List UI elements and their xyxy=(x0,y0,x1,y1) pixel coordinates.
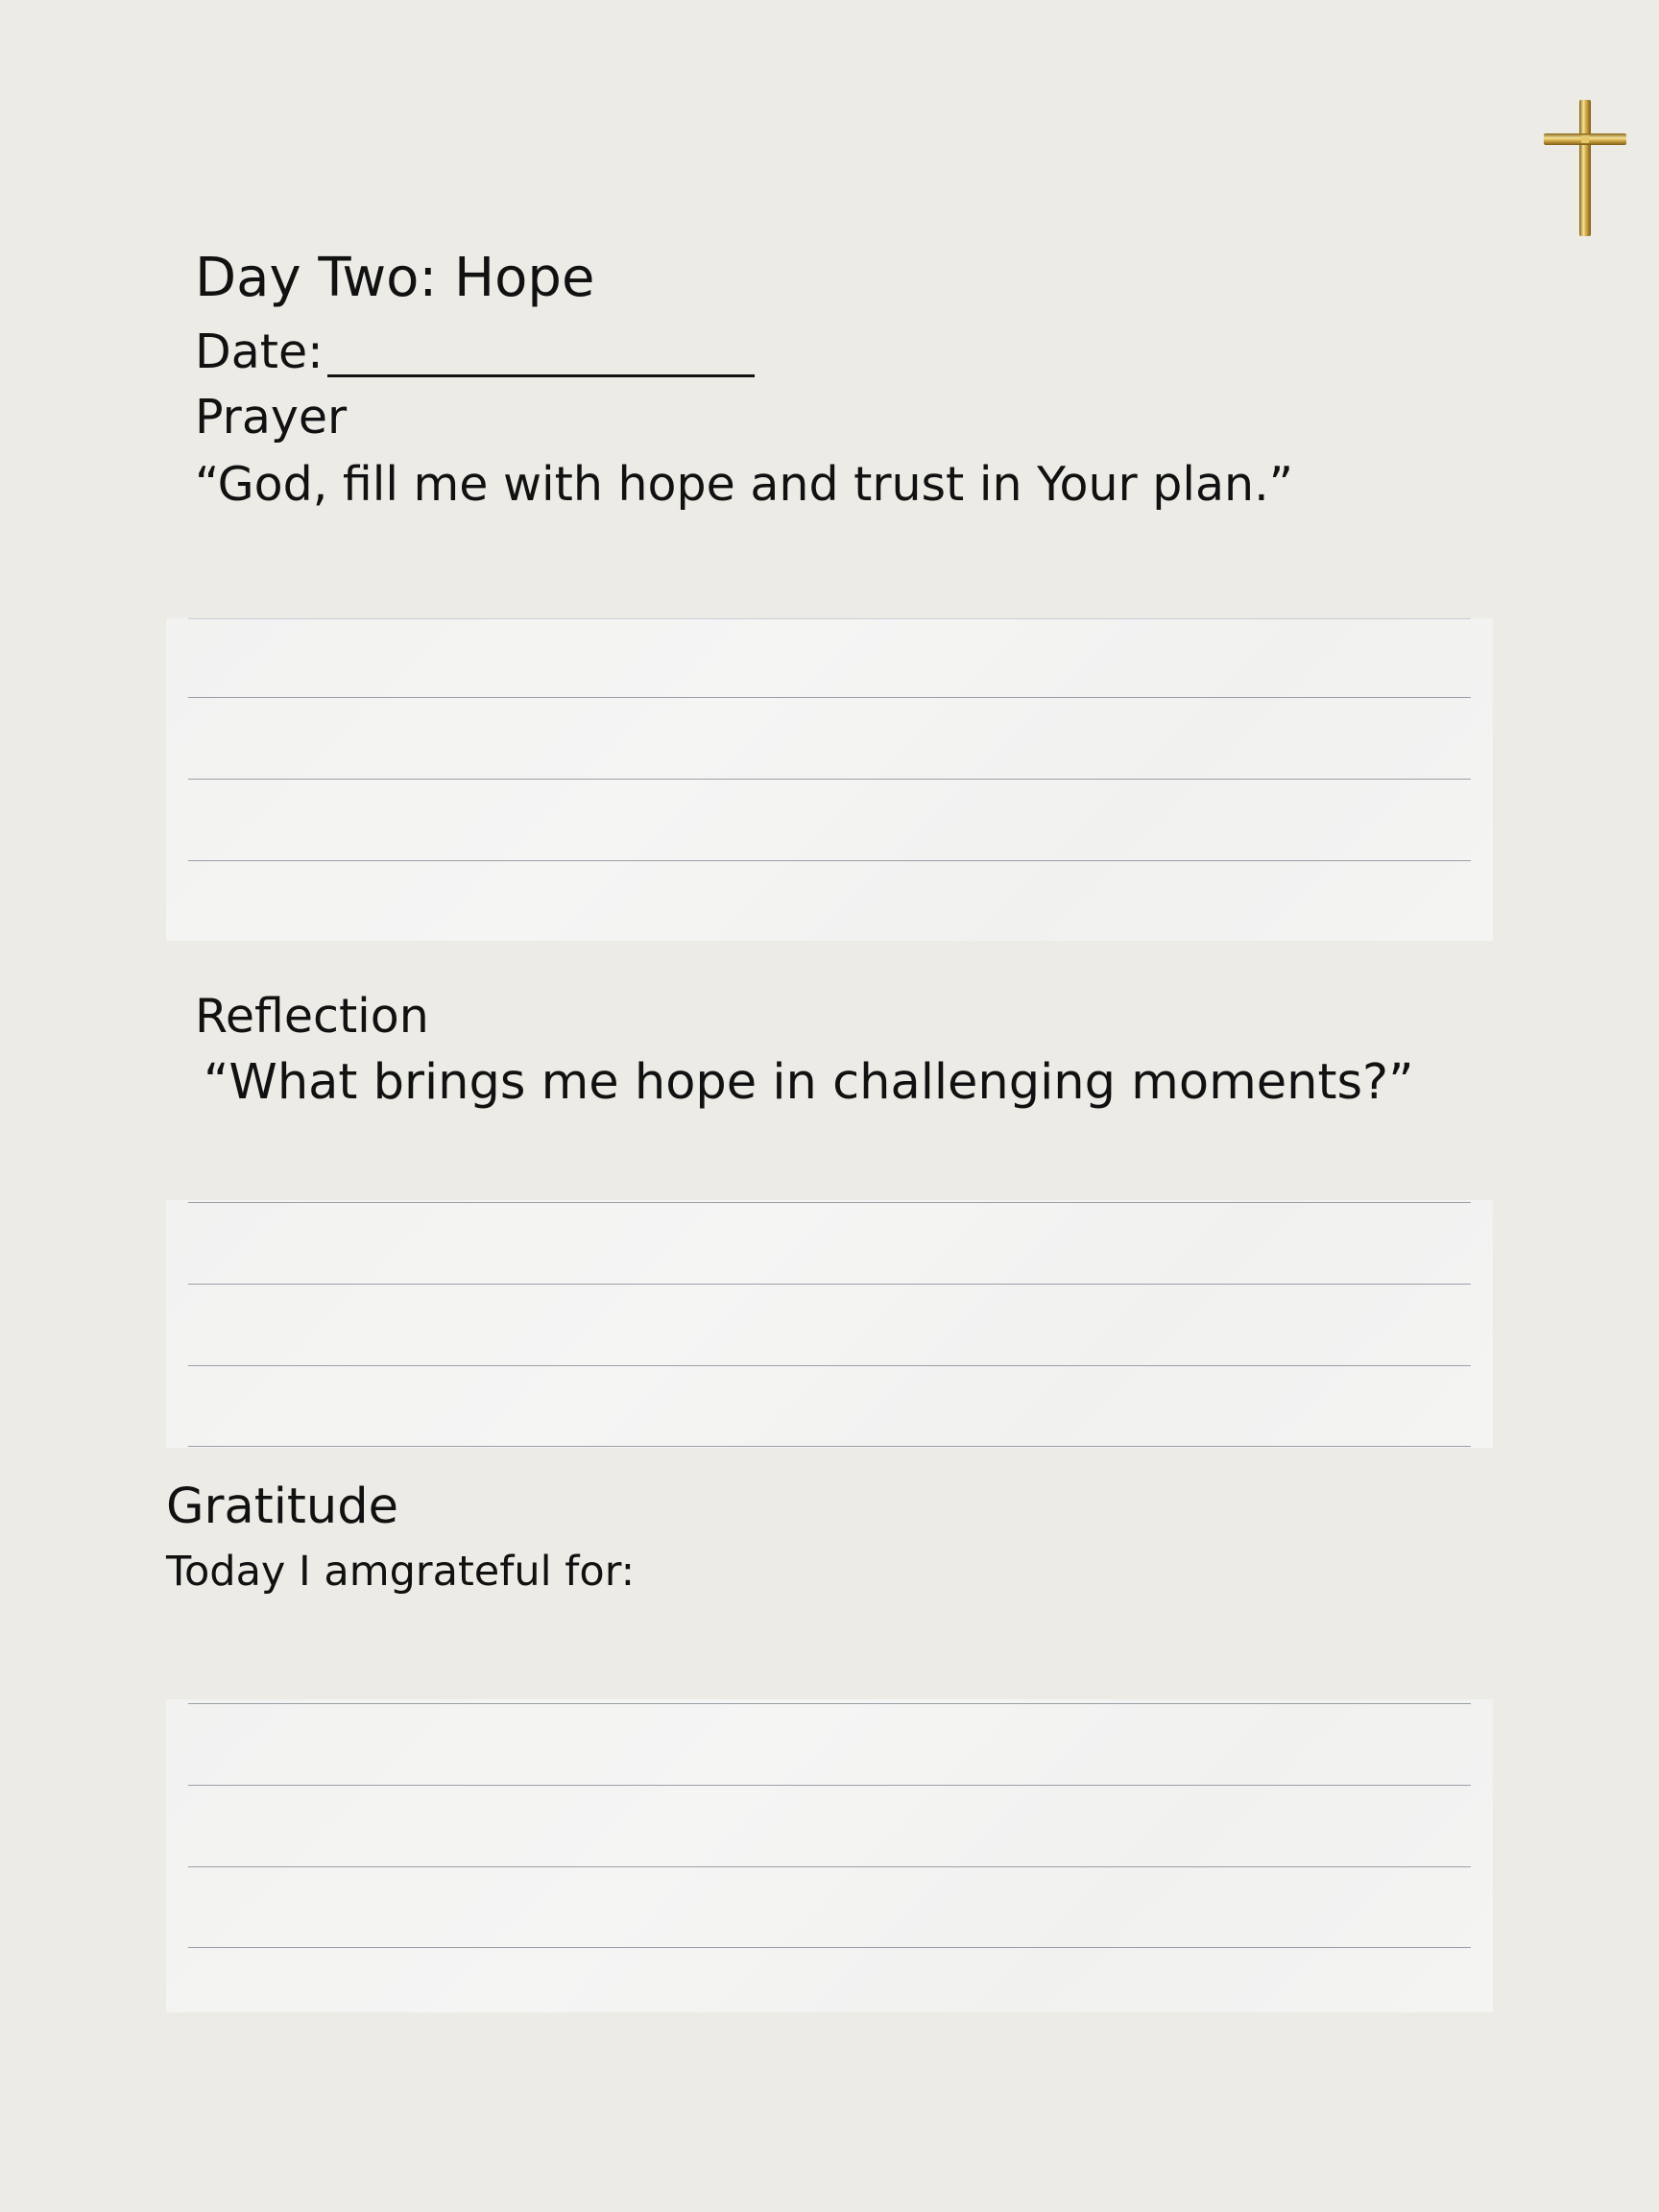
ruled-line xyxy=(188,1785,1471,1786)
ruled-line xyxy=(188,697,1471,698)
prayer-text: “God, fill me with hope and trust in Your plan.” xyxy=(195,457,1294,512)
reflection-text: “What brings me hope in challenging moments?” xyxy=(204,1054,1414,1111)
reflection-heading: Reflection xyxy=(195,989,429,1044)
gratitude-heading: Gratitude xyxy=(166,1479,398,1535)
ruled-line xyxy=(188,779,1471,780)
ruled-line xyxy=(188,618,1471,619)
gratitude-writing-area[interactable] xyxy=(166,1699,1493,2012)
ruled-line xyxy=(188,1446,1471,1447)
ruled-line xyxy=(188,1947,1471,1948)
page-title: Day Two: Hope xyxy=(195,247,595,309)
date-label: Date: xyxy=(195,325,324,379)
ruled-line xyxy=(188,1202,1471,1203)
ruled-line xyxy=(188,1284,1471,1285)
ruled-line xyxy=(188,1703,1471,1704)
reflection-writing-area[interactable] xyxy=(166,1200,1493,1448)
ruled-line xyxy=(188,1365,1471,1366)
prayer-heading: Prayer xyxy=(195,390,348,445)
ruled-line xyxy=(188,860,1471,861)
cross-icon xyxy=(1542,98,1628,238)
date-field-line[interactable] xyxy=(327,374,755,377)
ruled-line xyxy=(188,1866,1471,1867)
gratitude-prompt: Today I amgrateful for: xyxy=(166,1548,636,1596)
prayer-writing-area[interactable] xyxy=(166,618,1493,941)
